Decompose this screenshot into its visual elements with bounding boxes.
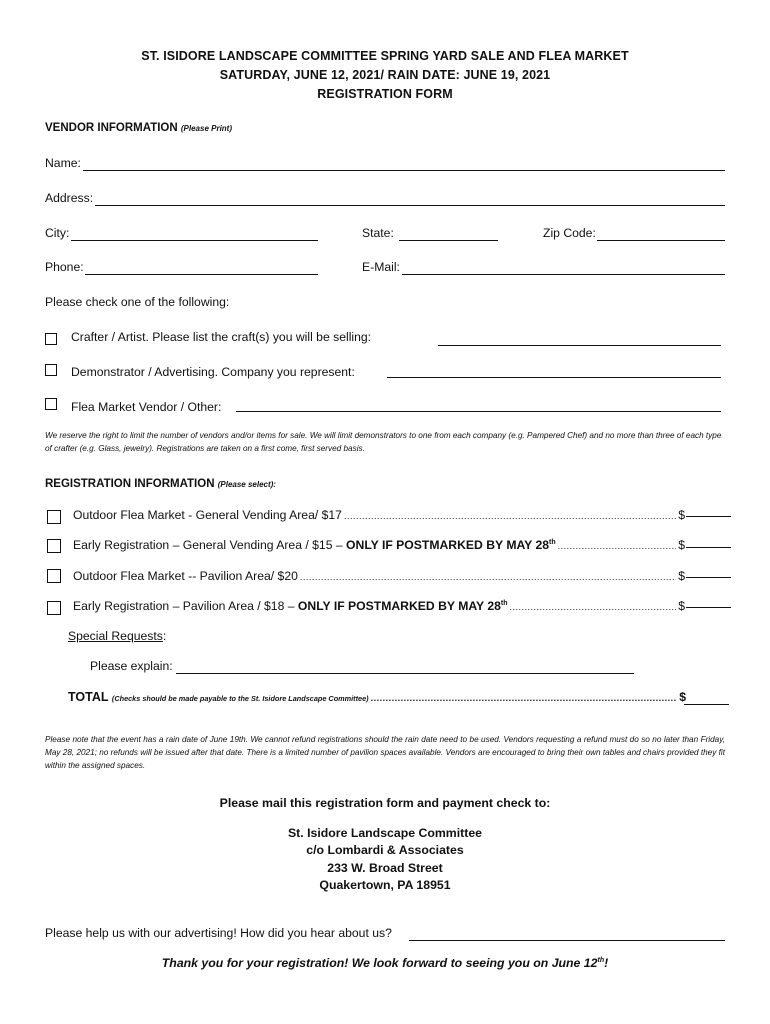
crafter-checkbox[interactable] bbox=[45, 333, 57, 345]
email-label: E-Mail: bbox=[362, 260, 400, 274]
flea-vendor-label: Flea Market Vendor / Other: bbox=[71, 400, 222, 414]
thank-you-message: Thank you for your registration! We look forward to seeing you on June 12th! bbox=[161, 956, 609, 970]
advertising-label: Please help us with our advertising! How did you hear about us? bbox=[45, 926, 392, 940]
name-field[interactable] bbox=[83, 170, 725, 171]
outdoor-pavilion-amount[interactable] bbox=[686, 577, 731, 578]
registration-heading: REGISTRATION INFORMATION (Please select): bbox=[45, 478, 276, 490]
mail-address-line4: Quakertown, PA 18951 bbox=[319, 878, 451, 892]
flea-vendor-checkbox[interactable] bbox=[45, 398, 57, 410]
mail-heading: Please mail this registration form and payment check to: bbox=[219, 796, 551, 810]
outdoor-general-amount[interactable] bbox=[686, 516, 731, 517]
mail-address-line2: c/o Lombardi & Associates bbox=[306, 843, 464, 857]
demonstrator-field[interactable] bbox=[387, 377, 721, 378]
state-field[interactable] bbox=[399, 240, 498, 241]
crafter-field[interactable] bbox=[438, 345, 721, 346]
check-prompt: Please check one of the following: bbox=[45, 295, 230, 309]
demonstrator-label: Demonstrator / Advertising. Company you represent: bbox=[71, 365, 355, 379]
outdoor-pavilion-checkbox[interactable] bbox=[47, 569, 61, 583]
phone-label: Phone: bbox=[45, 260, 84, 274]
address-field[interactable] bbox=[95, 205, 725, 206]
phone-field[interactable] bbox=[85, 274, 318, 275]
city-field[interactable] bbox=[71, 240, 318, 241]
mail-address-line3: 233 W. Broad Street bbox=[327, 861, 443, 875]
outdoor-pavilion-option: Outdoor Flea Market -- Pavilion Area/ $20 ..... $ bbox=[73, 569, 685, 583]
outdoor-general-option: Outdoor Flea Market - General Vending Area/ $17 ..... $ bbox=[73, 508, 685, 522]
zip-label: Zip Code: bbox=[543, 226, 596, 240]
city-label: City: bbox=[45, 226, 70, 240]
form-title-line2: SATURDAY, JUNE 12, 2021/ RAIN DATE: JUNE 19, 2021 bbox=[219, 68, 551, 82]
outdoor-general-checkbox[interactable] bbox=[47, 510, 61, 524]
form-title-line1: ST. ISIDORE LANDSCAPE COMMITTEE SPRING YARD SALE AND FLEA MARKET bbox=[141, 49, 629, 63]
vendor-disclaimer: We reserve the right to limit the number of vendors and/or items for sale. We will limit demonstrators to one from each company (e.g. Pampered Chef) and no more than three of each type of crafter (e.g. Glass, jewelry). Registrations are taken on a first come, first served basis. bbox=[45, 431, 722, 453]
form-title-line3: REGISTRATION FORM bbox=[317, 87, 453, 101]
explain-label: Please explain: bbox=[90, 659, 173, 673]
demonstrator-checkbox[interactable] bbox=[45, 364, 57, 376]
rain-date-notice: Please note that the event has a rain date of June 19th. We cannot refund registrations should the rain date need to be used. Vendors requesting a refund must do so no later than Friday, May 28, 2021; no refunds will be issued after that date. There is a limited number of pavilion spaces available. Vendors are encouraged to bring their own tables and chairs provided they fit within the assigned spaces. bbox=[45, 735, 725, 770]
address-label: Address: bbox=[45, 191, 94, 205]
total-amount[interactable] bbox=[684, 704, 729, 705]
early-general-option: Early Registration – General Vending Area / $15 – ONLY IF POSTMARKED BY MAY 28th ..... $ bbox=[73, 538, 685, 552]
email-field[interactable] bbox=[402, 274, 725, 275]
explain-field[interactable] bbox=[176, 673, 634, 674]
early-general-checkbox[interactable] bbox=[47, 539, 61, 553]
vendor-info-heading: VENDOR INFORMATION (Please Print) bbox=[45, 122, 233, 134]
state-label: State: bbox=[362, 226, 394, 240]
mail-address-line1: St. Isidore Landscape Committee bbox=[287, 826, 483, 840]
name-label: Name: bbox=[45, 156, 81, 170]
zip-field[interactable] bbox=[597, 240, 725, 241]
special-requests-label: Special Requests: bbox=[68, 629, 167, 643]
early-pavilion-checkbox[interactable] bbox=[47, 601, 61, 615]
advertising-field[interactable] bbox=[409, 940, 725, 941]
early-pavilion-option: Early Registration – Pavilion Area / $18 – ONLY IF POSTMARKED BY MAY 28th ..... $ bbox=[73, 599, 685, 613]
flea-vendor-field[interactable] bbox=[236, 411, 721, 412]
crafter-label: Crafter / Artist. Please list the craft(s) you will be selling: bbox=[71, 330, 372, 344]
early-pavilion-amount[interactable] bbox=[686, 607, 731, 608]
total-row: TOTAL (Checks should be made payable to the St. Isidore Landscape Committee) ..... $ bbox=[68, 690, 686, 704]
early-general-amount[interactable] bbox=[686, 547, 731, 548]
